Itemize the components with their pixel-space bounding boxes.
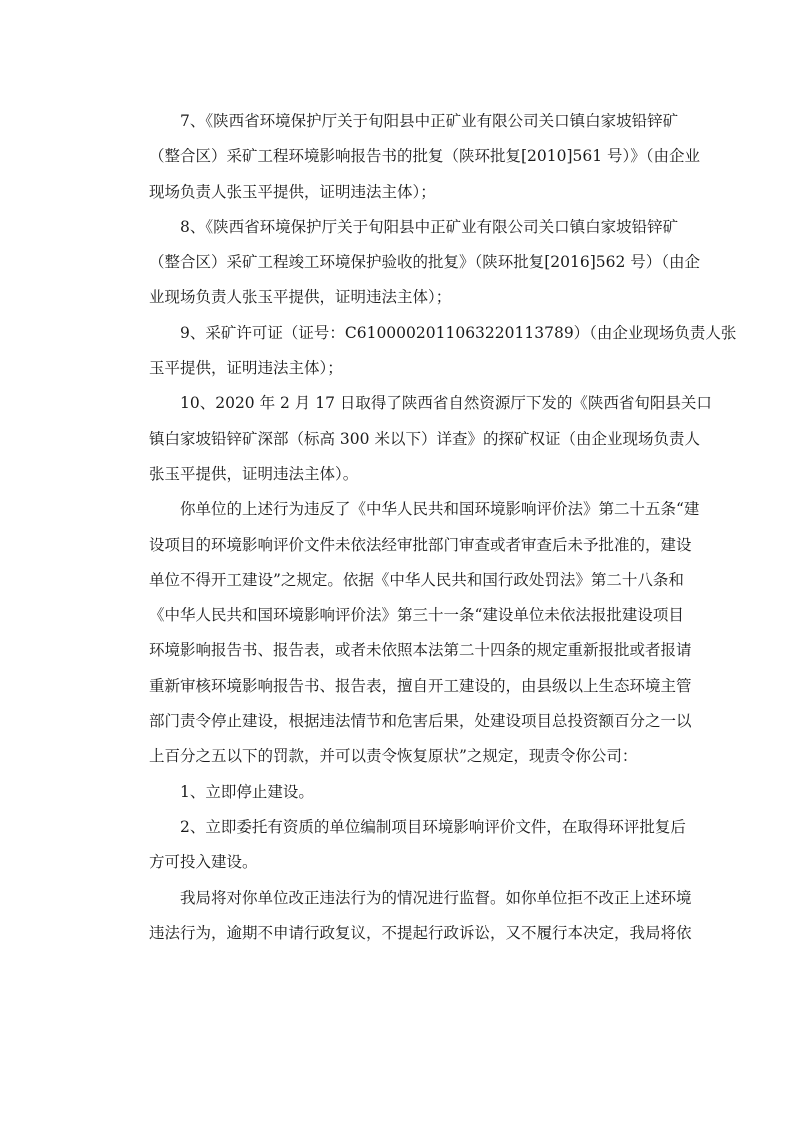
text-line: 2、立即委托有资质的单位编制项目环境影响评价文件，在取得环评批复后 xyxy=(180,817,686,836)
text-line: 环境影响报告书、报告表，或者未依照本法第二十四条的规定重新报批或者报请 xyxy=(149,641,692,660)
paragraph-evidence-8 xyxy=(118,210,701,316)
text-line: 业现场负责人张玉平提供，证明违法主体）； xyxy=(149,288,452,307)
text-line: 10、2020 年 2 月 17 日取得了陕西省自然资源厅下发的《陕西省旬阳县关口 xyxy=(180,394,712,413)
text-line: 镇白家坡铅锌矿深部（标高 300 米以下）详查》的探矿权证（由企业现场负责人 xyxy=(149,429,700,448)
text-line: 玉平提供，证明违法主体）； xyxy=(149,359,343,378)
text-line: 张玉平提供，证明违法主体）。 xyxy=(149,464,359,483)
paragraph-order-2 xyxy=(118,810,686,881)
text-line: 现场负责人张玉平提供，证明违法主体）； xyxy=(149,182,436,201)
text-line: 你单位的上述行为违反了《中华人民共和国环境影响评价法》第二十五条“建 xyxy=(180,500,700,519)
text-line: 方可投入建设。 xyxy=(149,853,258,872)
text-line: 部门责令停止建设，根据违法情节和危害后果，处建设项目总投资额百分之一以 xyxy=(149,712,692,731)
text-line: 单位不得开工建设”之规定。依据《中华人民共和国行政处罚法》第二十八条和 xyxy=(149,570,684,589)
text-line: 7、《陕西省环境保护厅关于旬阳县中正矿业有限公司关口镇白家坡铅锌矿 xyxy=(180,112,679,130)
text-line: 设项目的环境影响评价文件未依法经审批部门审查或者审查后未予批准的，建设 xyxy=(149,535,692,554)
text-line: 《中华人民共和国环境影响评价法》第三十一条“建设单位未依法报批建设项目 xyxy=(149,606,684,625)
text-line: 重新审核环境影响报告书、报告表，擅自开工建设的，由县级以上生态环境主管 xyxy=(149,676,692,695)
document-body xyxy=(118,104,737,951)
text-line: 9、采矿许可证（证号：C6100002011063220113789）（由企业现场负责人张 xyxy=(180,323,737,342)
paragraph-evidence-9 xyxy=(118,316,737,387)
paragraph-evidence-10 xyxy=(118,386,712,492)
text-line: （整合区）采矿工程环境影响报告书的批复（陕环批复[2010]561 号）》（由企业 xyxy=(149,147,701,166)
paragraph-order-1 xyxy=(118,775,674,810)
text-line: 我局将对你单位改正违法行为的情况进行监督。如你单位拒不改正上述环境 xyxy=(180,888,692,907)
text-line: 8、《陕西省环境保护厅关于旬阳县中正矿业有限公司关口镇白家坡铅锌矿 xyxy=(180,217,679,236)
text-line: （整合区）采矿工程竣工环境保护验收的批复》（陕环批复[2016]562 号）（由企 xyxy=(149,253,701,272)
paragraph-supervision xyxy=(118,881,692,952)
paragraph-violation-finding xyxy=(118,492,700,774)
text-line: 1、立即停止建设。 xyxy=(180,782,314,801)
text-line: 违法行为，逾期不申请行政复议，不提起行政诉讼，又不履行本决定，我局将依 xyxy=(149,923,692,942)
paragraph-evidence-7 xyxy=(118,104,701,210)
text-line: 上百分之五以下的罚款，并可以责令恢复原状”之规定，现责令你公司： xyxy=(149,747,638,766)
